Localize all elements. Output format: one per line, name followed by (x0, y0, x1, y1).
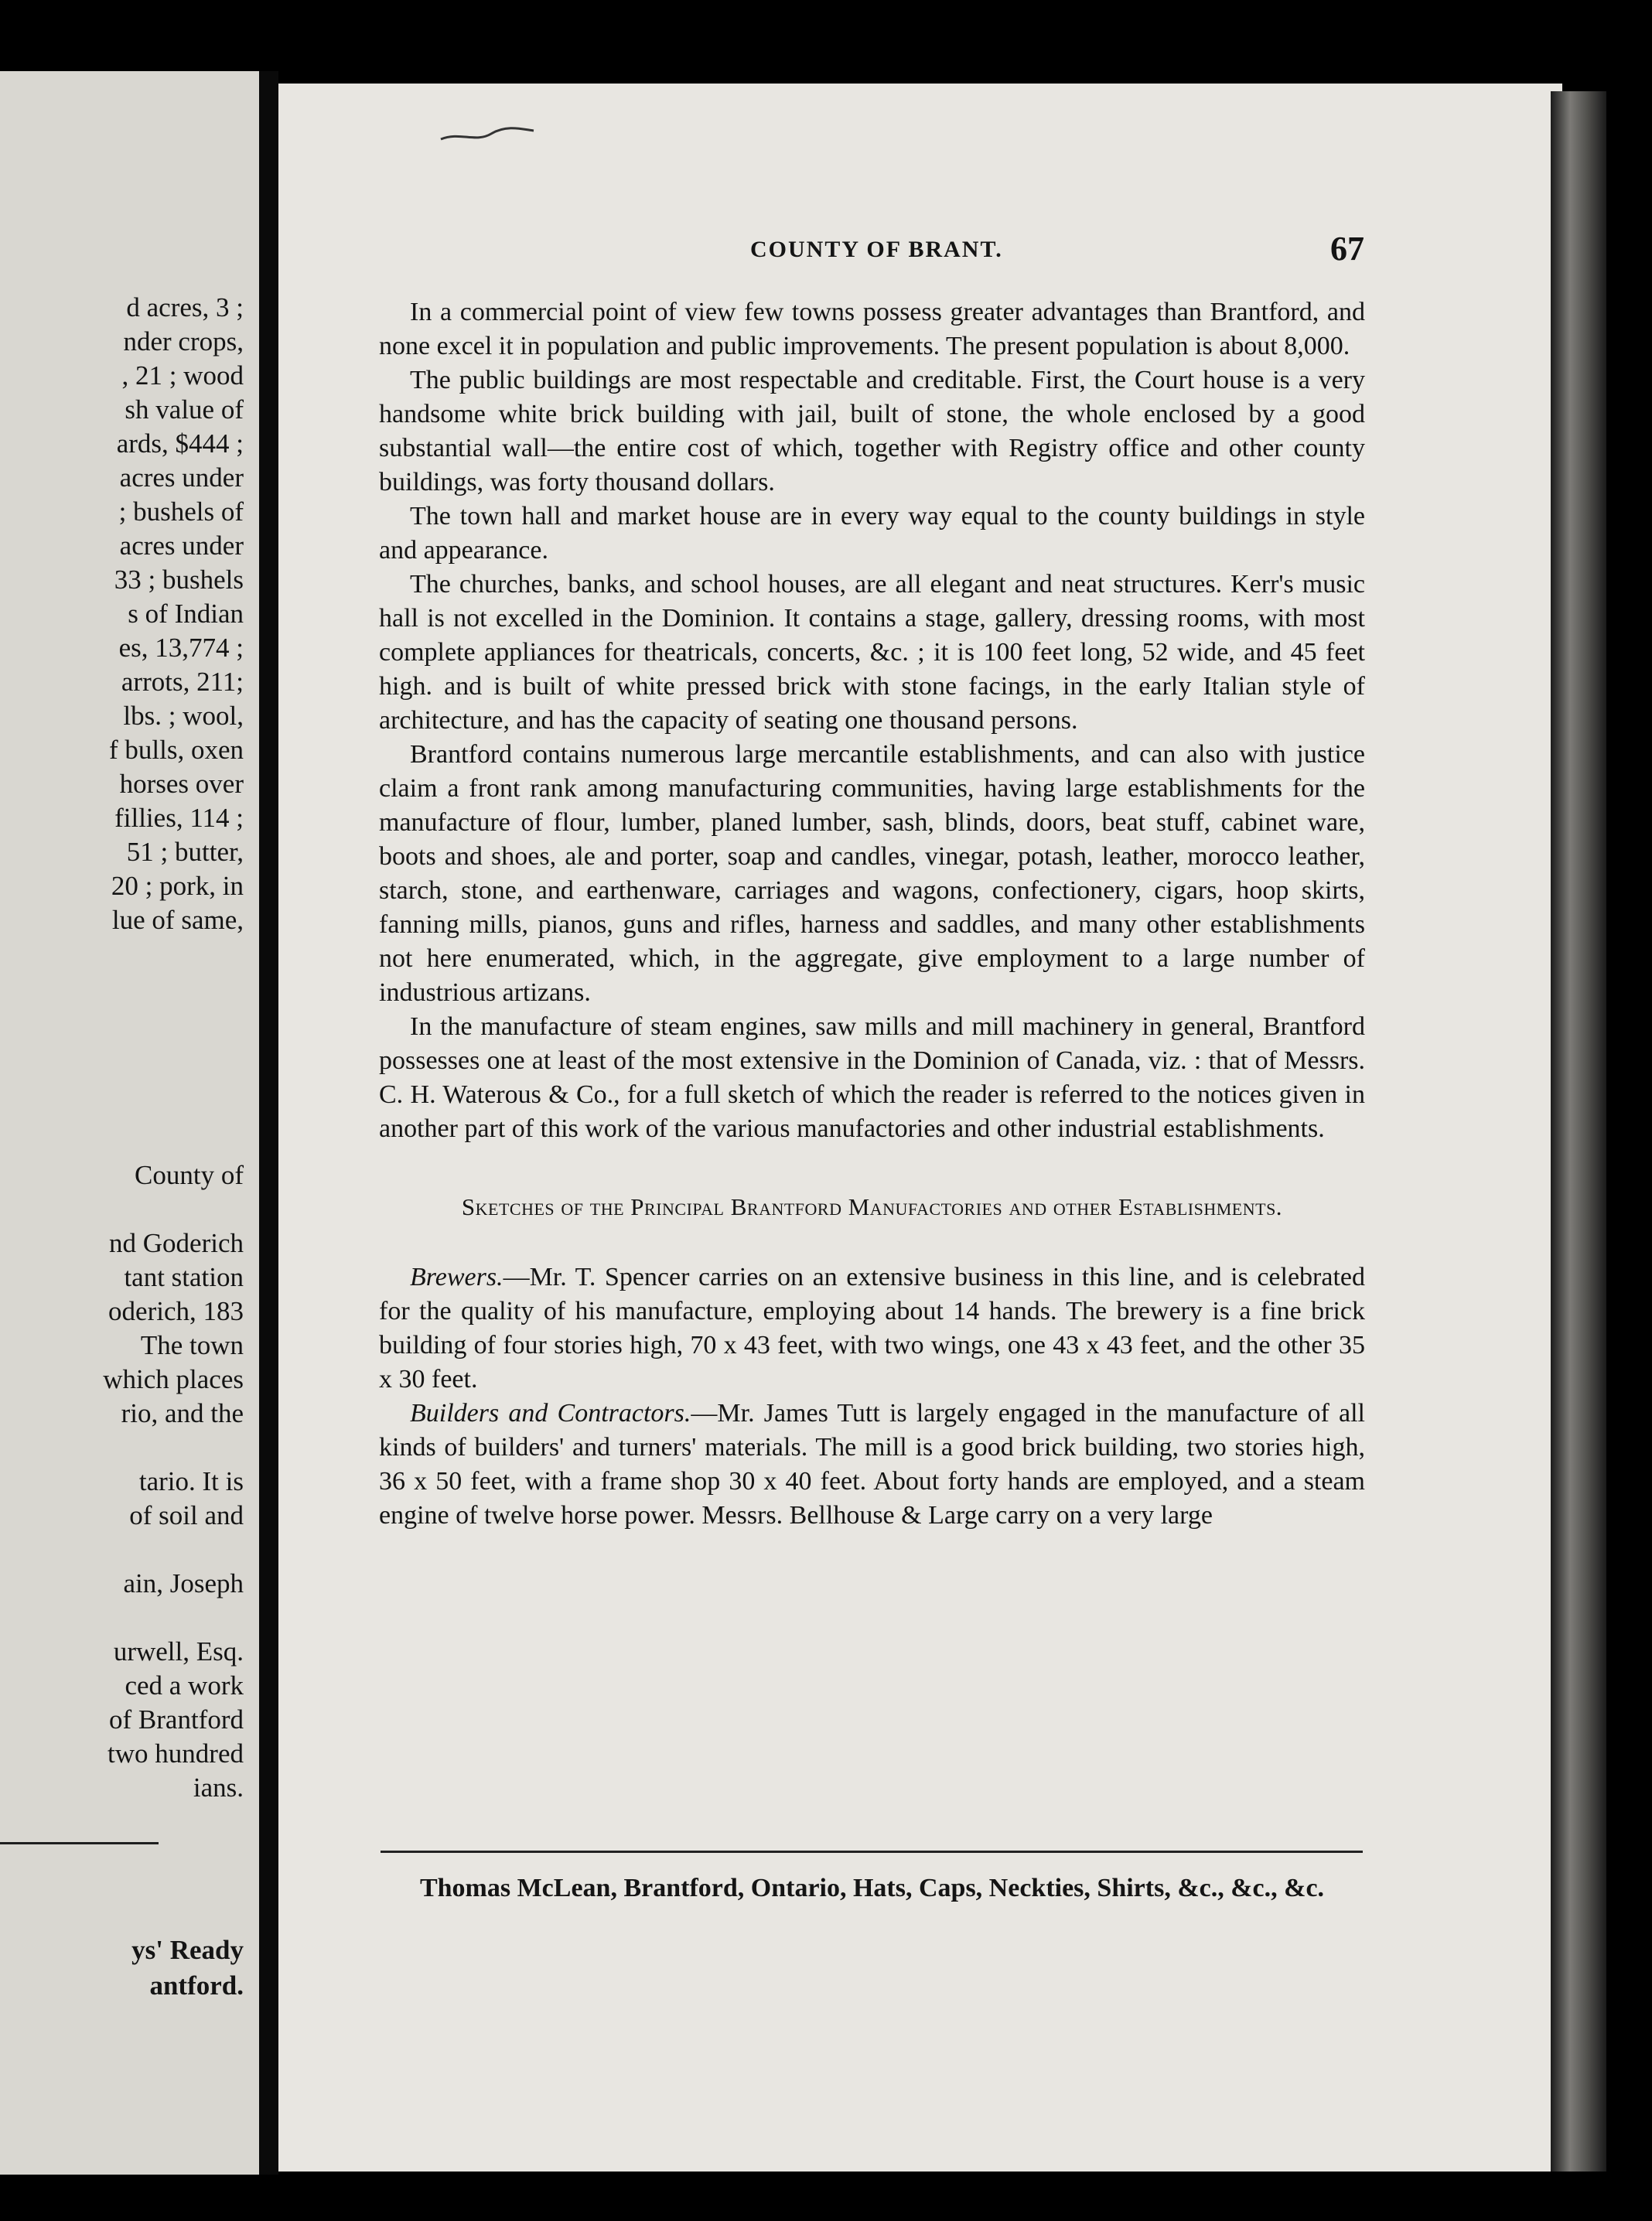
brewers-label: Brewers. (410, 1263, 503, 1291)
left-page-line: which places (103, 1364, 244, 1394)
left-page-line: nder crops, (123, 326, 244, 357)
brewers-paragraph (379, 1261, 1365, 1397)
paragraph: The town hall and market house are in every way equal to the county buildings in style and appearance. (379, 502, 1365, 565)
left-page-line: 20 ; pork, in (111, 871, 244, 901)
left-page-line: lbs. ; wool, (123, 701, 244, 731)
builders-label: Builders and Contractors. (410, 1399, 691, 1428)
page-number: 67 (1330, 230, 1364, 268)
builders-text: —Mr. James Tutt is largely engaged in the manufacture of all kinds of builders' and turners' materials. The mill is a good brick building, two stories high, 36 x 50 feet, with a frame shop 30 x 40 feet. About forty hands are employed, and a steam engine of twelve horse power. Messrs. Bellhouse & Large carry on a very large (379, 1399, 1365, 1530)
left-page-line: ain, Joseph (123, 1568, 244, 1598)
left-page-line: lue of same, (111, 905, 244, 935)
left-page-line: acres under (119, 462, 244, 493)
left-page-line: horses over (119, 769, 244, 799)
paragraph: In a commercial point of view few towns possess greater advantages than Brantford, and none excel it in population and public improvements. The present population is about 8,000. (379, 298, 1365, 360)
main-text (379, 295, 1365, 1533)
left-page-line: ced a work (125, 1670, 244, 1701)
footer-rule (381, 1851, 1363, 1853)
left-page-line: of Brantford (109, 1704, 244, 1735)
paragraph: The public buildings are most respectable and creditable. First, the Court house is a very handsome white brick building with jail, built of stone, the whole enclosed by a good substantial wall—the entire cost of which, together with Registry office and other county buildings, was forty thousand dollars. (379, 366, 1365, 496)
left-page-line: s of Indian (128, 599, 244, 629)
left-page-line: f bulls, oxen (108, 735, 244, 765)
left-page-line: 33 ; bushels (114, 565, 244, 595)
left-page-line: d acres, 3 ; (126, 292, 244, 322)
left-page-line: , 21 ; wood (121, 360, 244, 391)
builders-paragraph (379, 1397, 1365, 1533)
left-page-line: rio, and the (121, 1398, 244, 1428)
left-page-line: nd Goderich (109, 1228, 244, 1258)
left-page-line: ards, $444 ; (116, 428, 244, 459)
left-page-line: acres under (119, 531, 244, 561)
left-page-line: ; bushels of (118, 496, 244, 527)
left-page-line: tario. It is (138, 1466, 244, 1496)
left-page-line: of soil and (129, 1500, 244, 1530)
section-heading: Sketches of the Principal Brantford Manufactories and other Establishments. (461, 1193, 1283, 1220)
left-page-line: oderich, 183 (108, 1296, 244, 1326)
left-page-line: ians. (193, 1772, 244, 1803)
paragraph: In the manufacture of steam engines, saw mills and mill machinery in general, Brantford possesses one at least of the most extensive in the Dominion of Canada, viz. : that of Messrs. C. H. Waterous & Co., for a full sketch of which the reader is referred to the notices given in another part of this work of the various manufactories and other industrial establishments. (379, 1012, 1365, 1143)
book-gutter (259, 71, 278, 2175)
pen-mark (437, 120, 538, 147)
left-page-line: tant station (124, 1262, 244, 1292)
running-head: COUNTY OF BRANT. (750, 237, 1003, 262)
left-page-line: The town (140, 1330, 244, 1360)
left-page-line: antford. (149, 1970, 244, 2001)
left-page-line: fillies, 114 ; (114, 803, 244, 833)
left-page-line: County of (135, 1160, 244, 1190)
left-page-line: 51 ; butter, (126, 837, 244, 867)
left-page-fragment (0, 71, 259, 2175)
left-page-line: es, 13,774 ; (118, 633, 244, 663)
left-page-line: two hundred (108, 1738, 244, 1769)
left-page-line: ys' Ready (131, 1935, 244, 1965)
paragraph: The churches, banks, and school houses, are all elegant and neat structures. Kerr's music hall is not excelled in the Dominion. It contains a stage, gallery, dressing rooms, with most complete appliances for theatricals, concerts, &c. ; it is 100 feet long, 52 wide, and 45 feet high. and is built of white pressed brick with stone facings, in the early Italian style of architecture, and has the capacity of seating one thousand persons. (379, 570, 1365, 735)
paragraph: Brantford contains numerous large mercantile establishments, and can also with justice claim a front rank among manufacturing communities, having large establishments for the manufacture of flour, lumber, planed lumber, sash, blinds, doors, beat stuff, cabinet ware, boots and shoes, ale and porter, soap and candles, vinegar, potash, leather, morocco leather, starch, stone, and earthenware, carriages and wagons, confectionery, cigars, hoop skirts, fanning mills, pianos, guns and rifles, harness and saddles, and many other establishments not here enumerated, which, in the aggregate, give employment to a large number of industrious artizans. (379, 740, 1365, 1007)
left-page-rule (0, 1842, 159, 1844)
left-page-line: sh value of (125, 394, 244, 425)
left-page-line: arrots, 211; (121, 667, 244, 697)
page-edge (1551, 91, 1606, 2172)
left-page-line: urwell, Esq. (113, 1636, 244, 1667)
advertisement: Thomas McLean, Brantford, Ontario, Hats, Caps, Neckties, Shirts, &c., &c., &c. (419, 1874, 1325, 1902)
brewers-text: —Mr. T. Spencer carries on an extensive business in this line, and is celebrated for the quality of his manufacture, employing about 14 hands. The brewery is a fine brick building of four stories high, 70 x 43 feet, with two wings, one 43 x 43 feet, and the other 35 x 30 feet. (379, 1263, 1365, 1394)
